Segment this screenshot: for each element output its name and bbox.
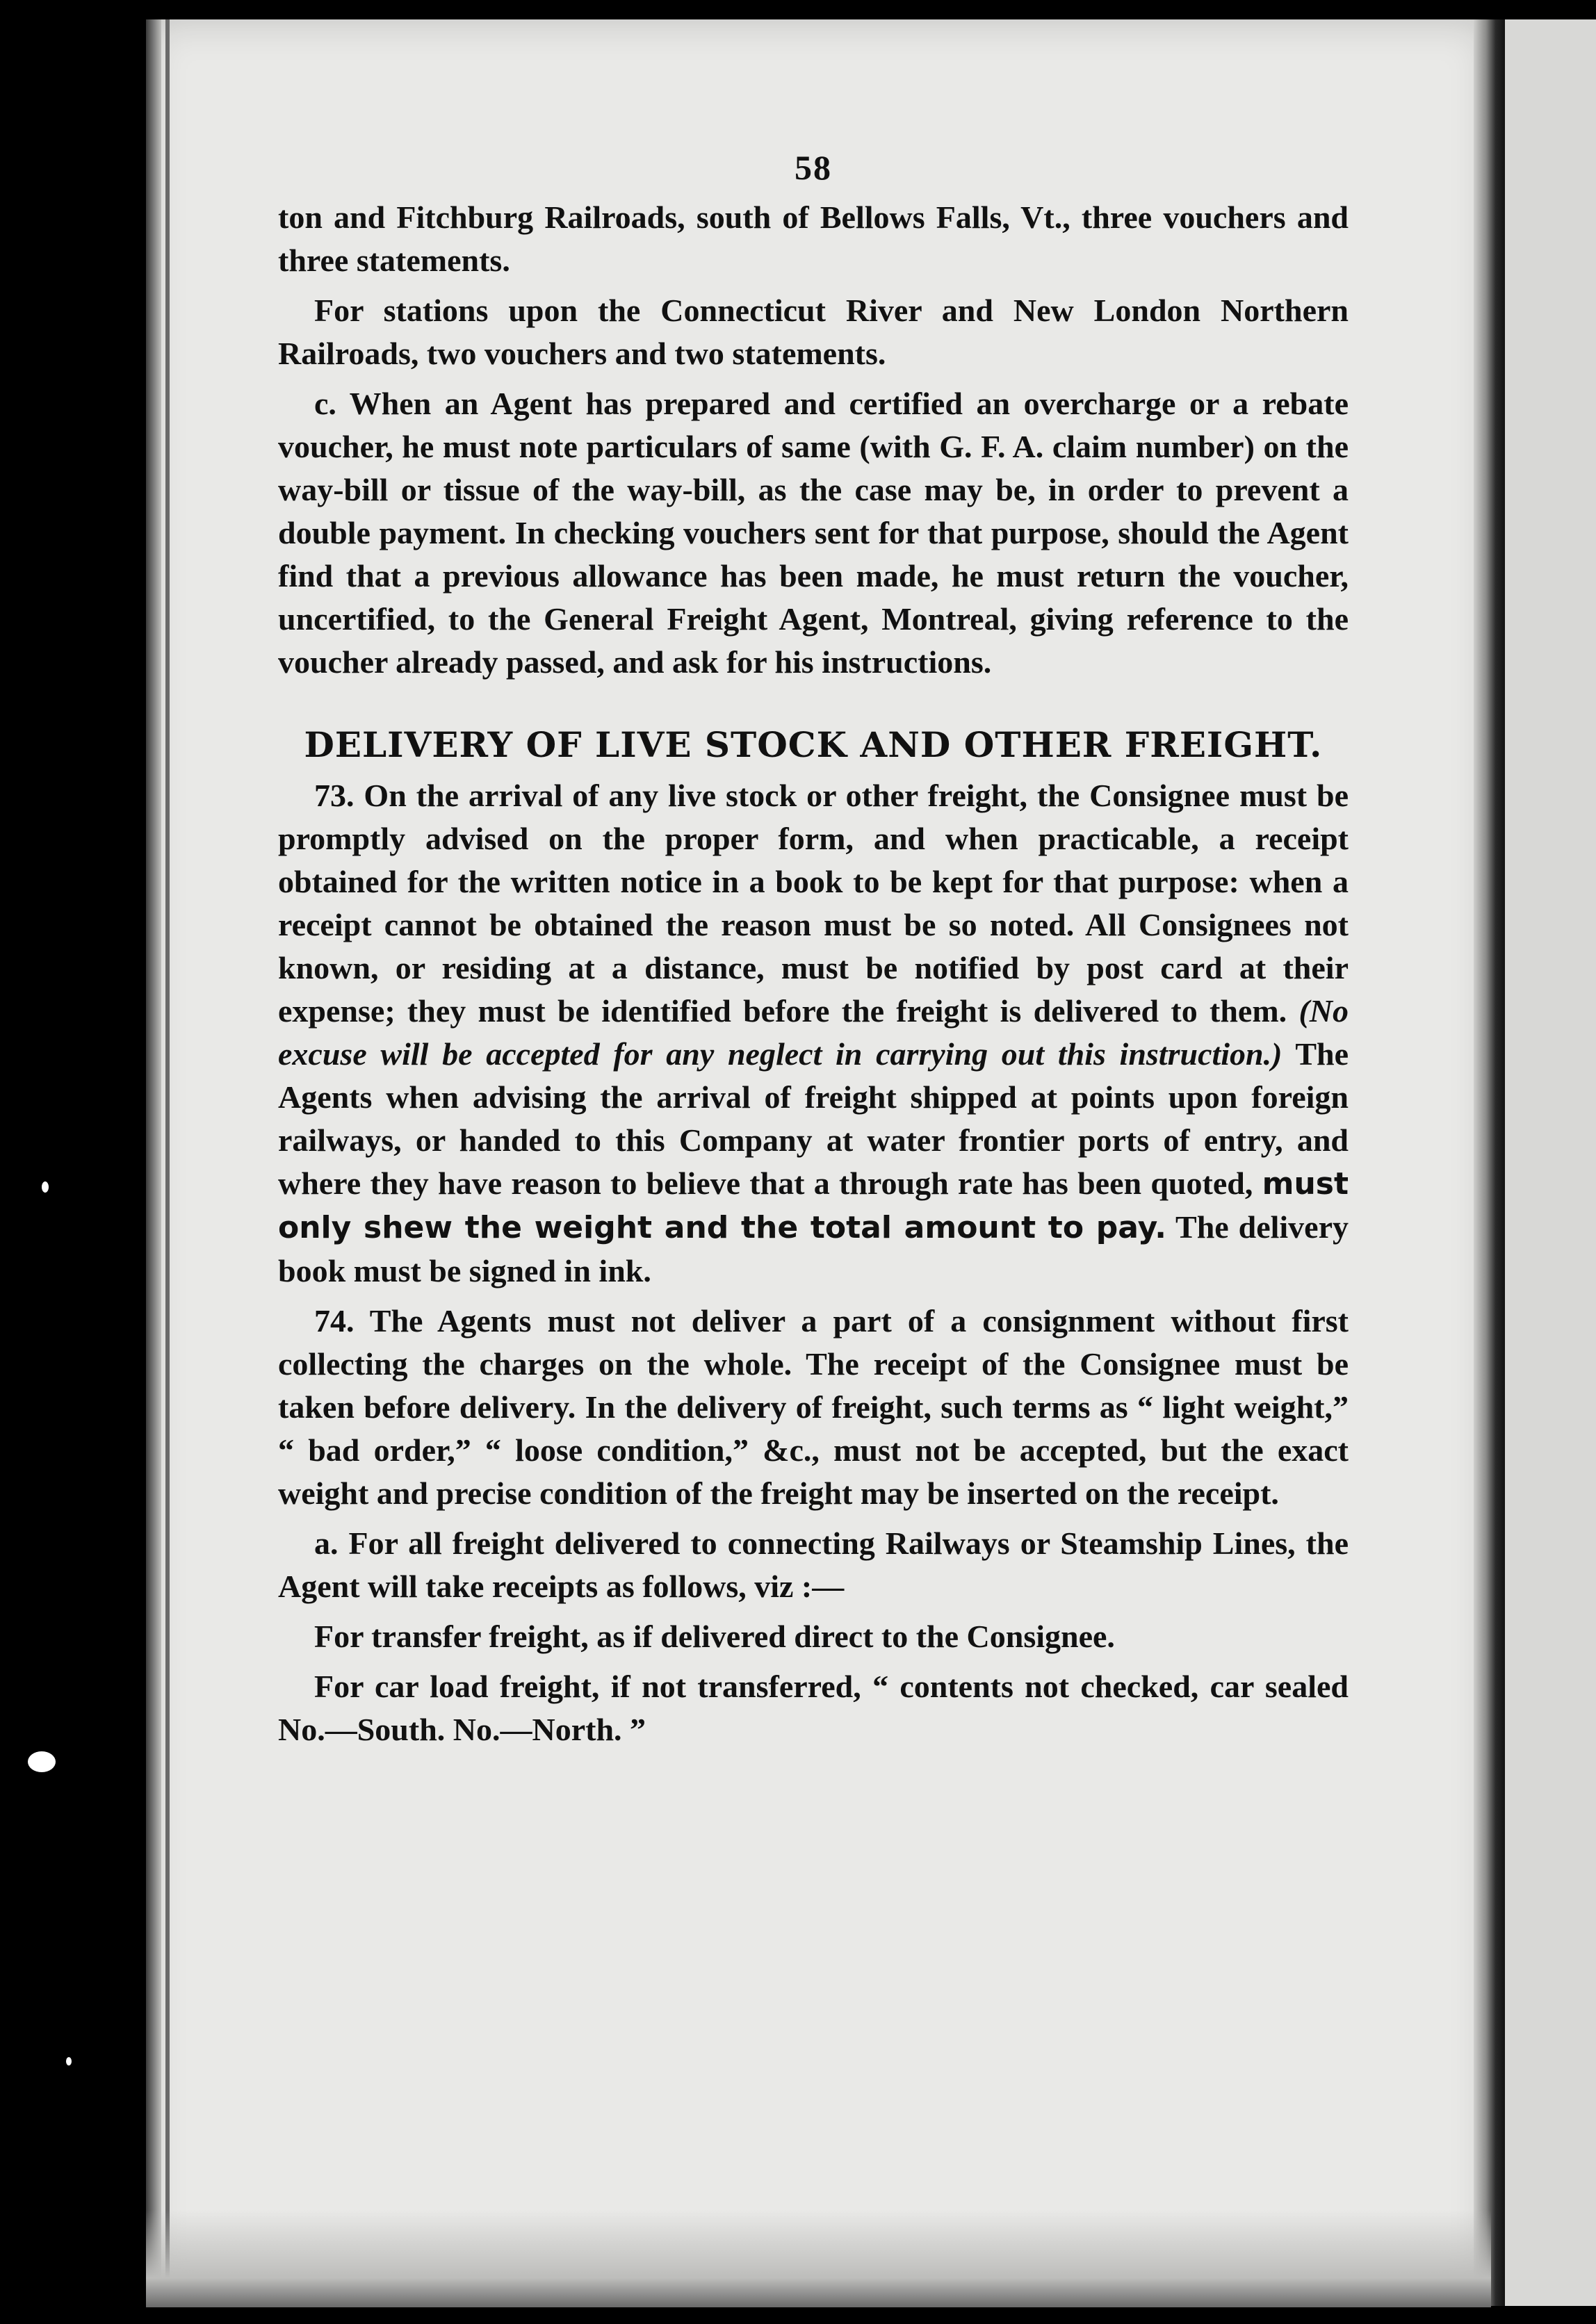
paragraph-73-text-2: The Agents when advising the arrival of freight shipped at points upon foreign railways, or handed to this Company at water frontier ports of entry, and where they have reason to believe that a through rate has been quoted, (278, 1036, 1349, 1201)
section-heading: DELIVERY OF LIVE STOCK AND OTHER FREIGHT. (304, 724, 1323, 765)
paragraph-transfer-freight: For transfer freight, as if delivered direct to the Consignee. (314, 1619, 1115, 1654)
page-text (278, 146, 1349, 1758)
binding-edge (1474, 19, 1505, 2306)
scan-speck (28, 1751, 56, 1772)
facing-page-edge (1505, 19, 1596, 2306)
paragraph-73-italic: (No excuse will be accepted for any neglect in carrying out this instruction.) (278, 993, 1349, 1072)
paragraph-continuation: ton and Fitchburg Railroads, south of Bellows Falls, Vt., three vouchers and three statements. (278, 199, 1349, 278)
page-gutter-line (165, 19, 170, 2306)
scan-speck (66, 2057, 72, 2065)
scan-speck (42, 1181, 49, 1193)
page-bottom-shadow (146, 2210, 1491, 2307)
paragraph-74: 74. The Agents must not deliver a part of a consignment without first collecting the charges on the whole. The receipt of the Consignee must be taken before delivery. In the delivery of freight, such terms as “ light weight,” “ bad order,” “ loose condition,” &c., must not be accepted, but the exact weight and precise condition of the freight may be inserted on the receipt. (278, 1303, 1349, 1511)
page-gutter-shadow (146, 19, 161, 2306)
paragraph-a: a. For all freight delivered to connecting Railways or Steamship Lines, the Agent will take receipts as follows, viz :— (278, 1525, 1349, 1604)
paragraph-73 (278, 774, 1349, 1293)
paragraph-stations: For stations upon the Connecticut River and New London Northern Railroads, two vouchers and two statements. (278, 293, 1349, 371)
paragraph-car-load-freight: For car load freight, if not transferred, “ contents not checked, car sealed No.—South. No.—North. ” (278, 1669, 1349, 1747)
paragraph-73-emphasis: must only shew the weight and the total amount to pay. (278, 1166, 1349, 1245)
page-number: 58 (795, 148, 832, 187)
paragraph-73-text-3: The delivery book must be signed in ink. (278, 1209, 1349, 1288)
paragraph-73-text-1: 73. On the arrival of any live stock or other freight, the Consignee must be promptly advised on the proper form, and when practicable, a receipt obtained for the written notice in a book to be kept for that purpose: when a receipt cannot be obtained the reason must be so noted. All Consignees not known, or residing at a distance, must be notified by post card at their expense; they must be identified before the freight is delivered to them. (278, 778, 1349, 1029)
paragraph-c: c. When an Agent has prepared and certified an overcharge or a rebate voucher, he must note particulars of same (with G. F. A. claim number) on the way-bill or tissue of the way-bill, as the case may be, in order to prevent a double payment. In checking vouchers sent for that purpose, should the Agent find that a previous allowance has been made, he must return the voucher, uncertified, to the General Freight Agent, Montreal, giving reference to the voucher already passed, and ask for his instructions. (278, 386, 1349, 680)
